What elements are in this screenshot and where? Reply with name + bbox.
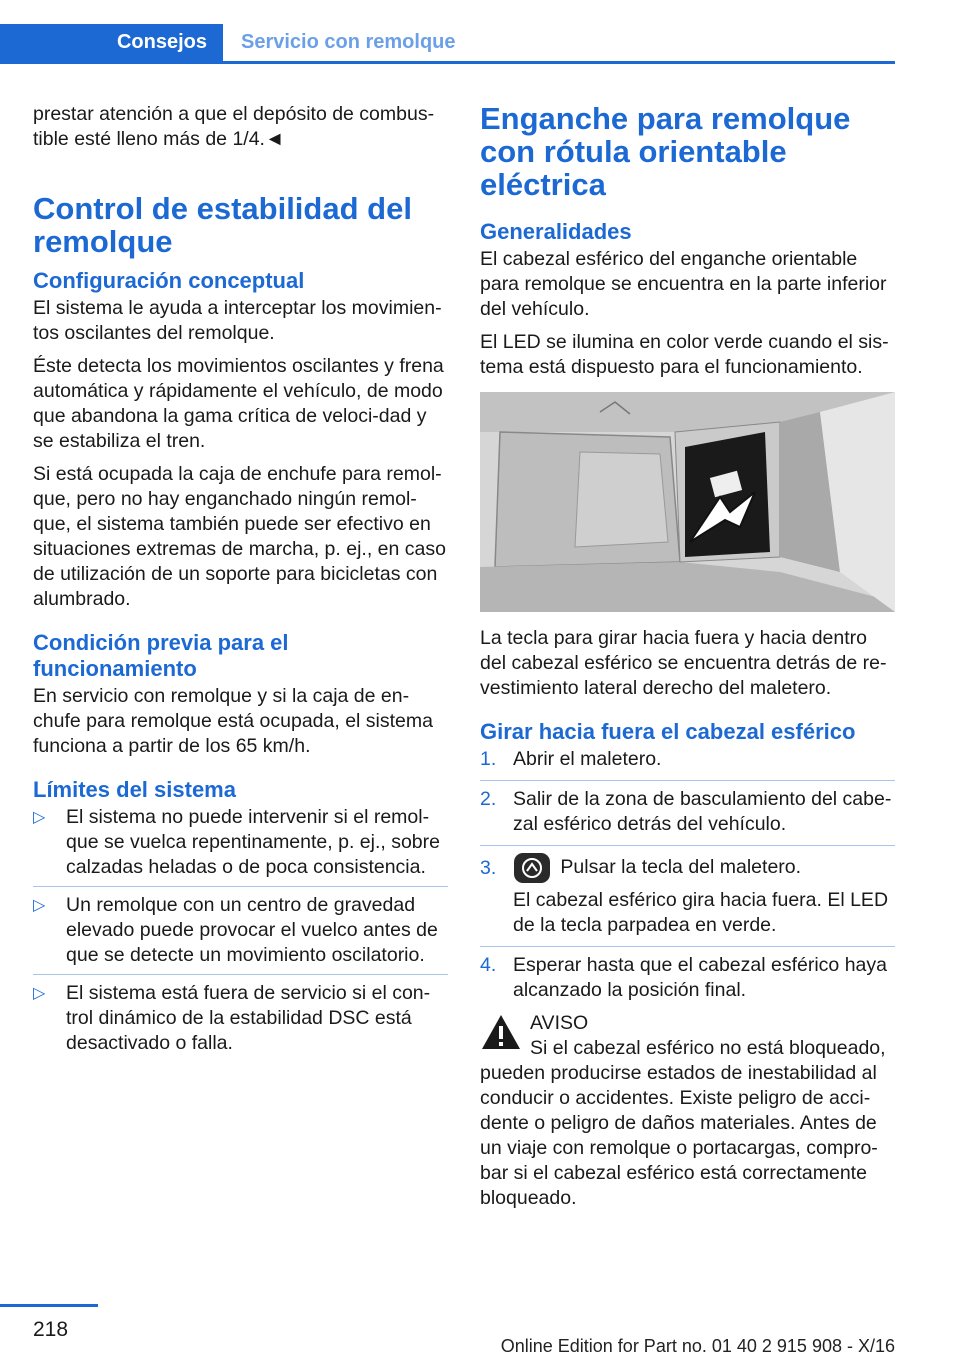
warning-text-first-line: Si el cabezal esférico no está bloqueado, [530,1037,886,1059]
footer-rule [0,1304,98,1307]
subtitle-swing-out: Girar hacia fuera el cabezal esférico [480,719,856,744]
section-title-stability: Control de estabilidad del remolque [33,191,412,259]
subtitle-general: Generalidades [480,219,632,244]
page-number: 218 [33,1318,69,1341]
warning-box [480,1011,895,1211]
list-item: 2. Salir de la zona de basculamiento del cabe-zal esférico detrás del vehículo. [480,780,895,837]
left-column [33,102,448,1062]
general-paragraph-1: El cabezal esférico del enganche orientable para remolque se encuentra en la parte inferior del vehículo. [480,248,887,320]
trailer-key-icon [513,852,551,884]
list-item: 4. Esperar hasta que el cabezal esférico haya alcanzado la posición final. [480,946,895,1003]
trunk-photo [480,392,895,612]
header-rule [0,61,895,64]
warning-triangle-icon [480,1013,522,1051]
tab-consejos[interactable]: Consejos [0,24,223,61]
triangle-right-icon: ▷ [33,809,46,826]
config-paragraph-1: El sistema le ayuda a interceptar los movimien-tos oscilantes del remolque. [33,297,442,344]
list-item: ▷ El sistema está fuera de servicio si el con-trol dinámico de la estabilidad DSC está desactivado o falla. [33,974,448,1056]
triangle-right-icon: ▷ [33,897,46,914]
list-item: 3. Pulsar la tecla del maletero. El cabezal esférico gira hacia fuera. El LED de la tecla parpadea en verde. [480,845,895,938]
warning-label: AVISO [530,1012,589,1034]
precondition-paragraph: En servicio con remolque y si la caja de en-chufe para remolque está ocupada, el sistema funciona a partir de los 65 km/h. [33,685,433,757]
photo-caption: La tecla para girar hacia fuera y hacia dentro del cabezal esférico se encuentra detrás de re-vestimiento lateral derecho del maletero. [480,627,887,699]
subtitle-config: Configuración conceptual [33,268,305,293]
chapter-tabs [0,24,895,61]
config-paragraph-2: Éste detecta los movimientos oscilantes y frena automática y rápidamente el vehículo, de modo que abandona la gama crítica de veloci-dad y se estabiliza el tren. [33,355,444,452]
steps-list [480,747,895,1003]
tab-servicio-con-remolque[interactable]: Servicio con remolque [241,31,456,53]
general-paragraph-2: El LED se ilumina en color verde cuando el sis-tema está dispuesto para el funcionamiento. [480,331,889,378]
limits-list [33,805,448,1056]
triangle-right-icon: ▷ [33,985,46,1002]
list-item: ▷ Un remolque con un centro de gravedad elevado puede provocar el vuelco antes de que se detecte un movimiento oscilatorio. [33,886,448,968]
intro-paragraph: prestar atención a que el depósito de combus-tible esté lleno más de 1/4.◄ [33,103,435,150]
step-3-result: El cabezal esférico gira hacia fuera. El LED de la tecla parpadea en verde. [513,889,889,936]
list-item: 1. Abrir el maletero. [480,748,662,770]
config-paragraph-3: Si está ocupada la caja de enchufe para remol-que, pero no hay enganchado ningún remol-que, el sistema también puede ser efectivo en situaciones extremas de marcha, p. ej., en caso de utilización de un soporte para bicicletas con alumbrado. [33,463,446,610]
right-column [480,102,895,1211]
warning-text: pueden producirse estados de inestabilidad al conducir o accidentes. Existe peligro de acci-dente o peligro de daños materiales. Antes de un viaje con remolque o portacargas, compro-bar si el cabezal esférico está correctamente bloqueado. [480,1062,878,1209]
section-title-trailer-hitch: Enganche para remolque con rótula orientable eléctrica [480,101,851,202]
edition-text: Online Edition for Part no. 01 40 2 915 908 - X/16 [500,1336,895,1356]
subtitle-limits: Límites del sistema [33,777,236,802]
list-item: ▷ El sistema no puede intervenir si el remol-que se vuelca repentinamente, p. ej., sobre calzadas heladas o de poca consistencia. [33,806,440,878]
subtitle-precondition: Condición previa para el funcionamiento [33,630,289,681]
